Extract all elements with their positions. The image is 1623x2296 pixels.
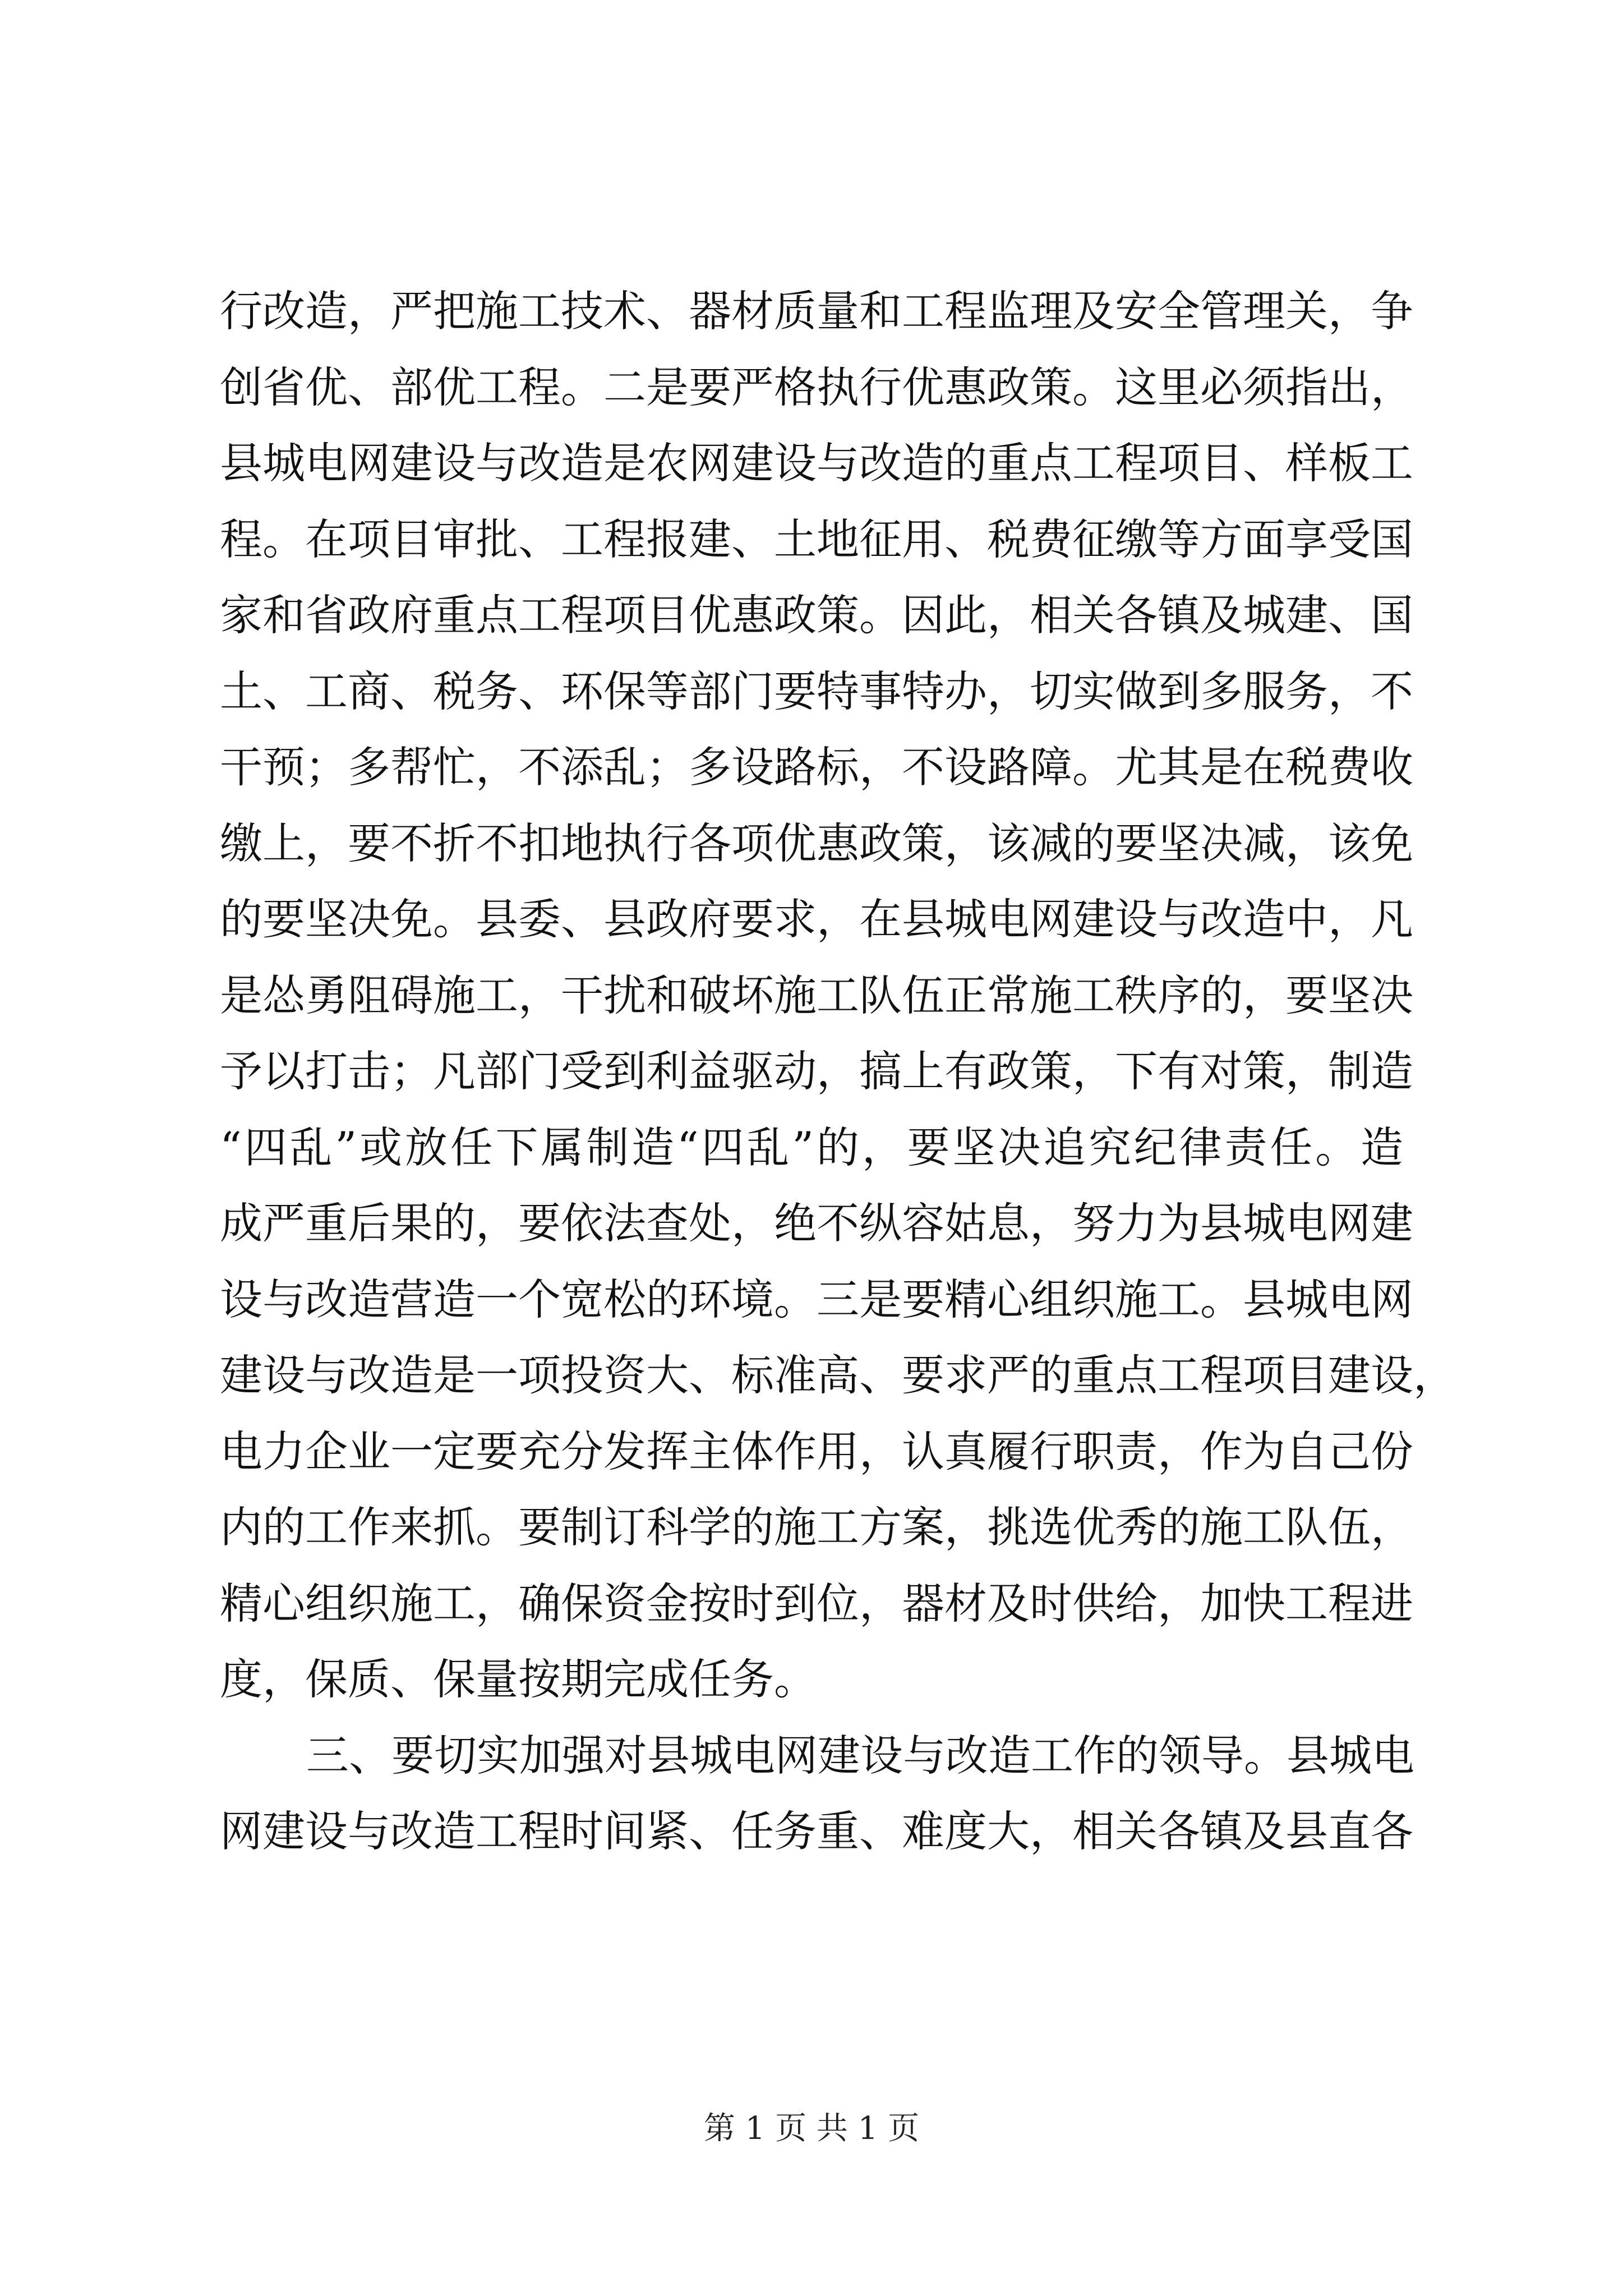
body-line-1: 行改造，严把施工技术、器材质量和工程监理及安全管理关，争 [220,286,1413,336]
body-line-19: 度，保质、保量按期完成任务。 [220,1654,817,1704]
body-line-13: 成严重后果的，要依法查处，绝不纵容姑息，努力为县城电网建 [220,1198,1413,1248]
body-line-7: 干预；多帮忙，不添乱；多设路标，不设路障。尤其是在税费收 [220,742,1413,792]
body-line-8: 缴上，要不折不扣地执行各项优惠政策，该减的要坚决减，该免 [220,818,1413,868]
body-line-2: 创省优、部优工程。二是要严格执行优惠政策。这里必须指出， [220,362,1413,412]
page-footer: 第 1 页 共 1 页 [703,2110,920,2147]
body-line-20: 三、要切实加强对县城电网建设与改造工作的领导。县城电 [306,1731,1414,1780]
body-line-5: 家和省政府重点工程项目优惠政策。因此，相关各镇及城建、国 [220,590,1413,640]
body-line-14: 设与改造营造一个宽松的环境。三是要精心组织施工。县城电网 [220,1274,1413,1324]
body-line-11: 予以打击；凡部门受到利益驱动，搞上有政策，下有对策，制造 [220,1046,1413,1096]
body-line-17: 内的工作来抓。要制订科学的施工方案，挑选优秀的施工队伍， [220,1502,1413,1552]
body-line-10: 是怂勇阻碍施工，干扰和破坏施工队伍正常施工秩序的，要坚决 [220,970,1413,1020]
body-line-21: 网建设与改造工程时间紧、任务重、难度大，相关各镇及县直各 [220,1806,1413,1856]
body-line-15: 建设与改造是一项投资大、标准高、要求严的重点工程项目建设， [220,1350,1456,1400]
body-line-16: 电力企业一定要充分发挥主体作用，认真履行职责，作为自己份 [220,1427,1413,1476]
body-line-12: “四乱”或放任下属制造“四乱”的，要坚决追究纪律责任。造 [220,1122,1403,1172]
body-line-4: 程。在项目审批、工程报建、土地征用、税费征缴等方面享受国 [220,514,1413,564]
body-line-18: 精心组织施工，确保资金按时到位，器材及时供给，加快工程进 [220,1579,1413,1628]
body-line-6: 土、工商、税务、环保等部门要特事特办，切实做到多服务，不 [220,666,1413,716]
body-line-9: 的要坚决免。县委、县政府要求，在县城电网建设与改造中，凡 [220,894,1413,944]
body-line-3: 县城电网建设与改造是农网建设与改造的重点工程项目、样板工 [220,438,1413,488]
